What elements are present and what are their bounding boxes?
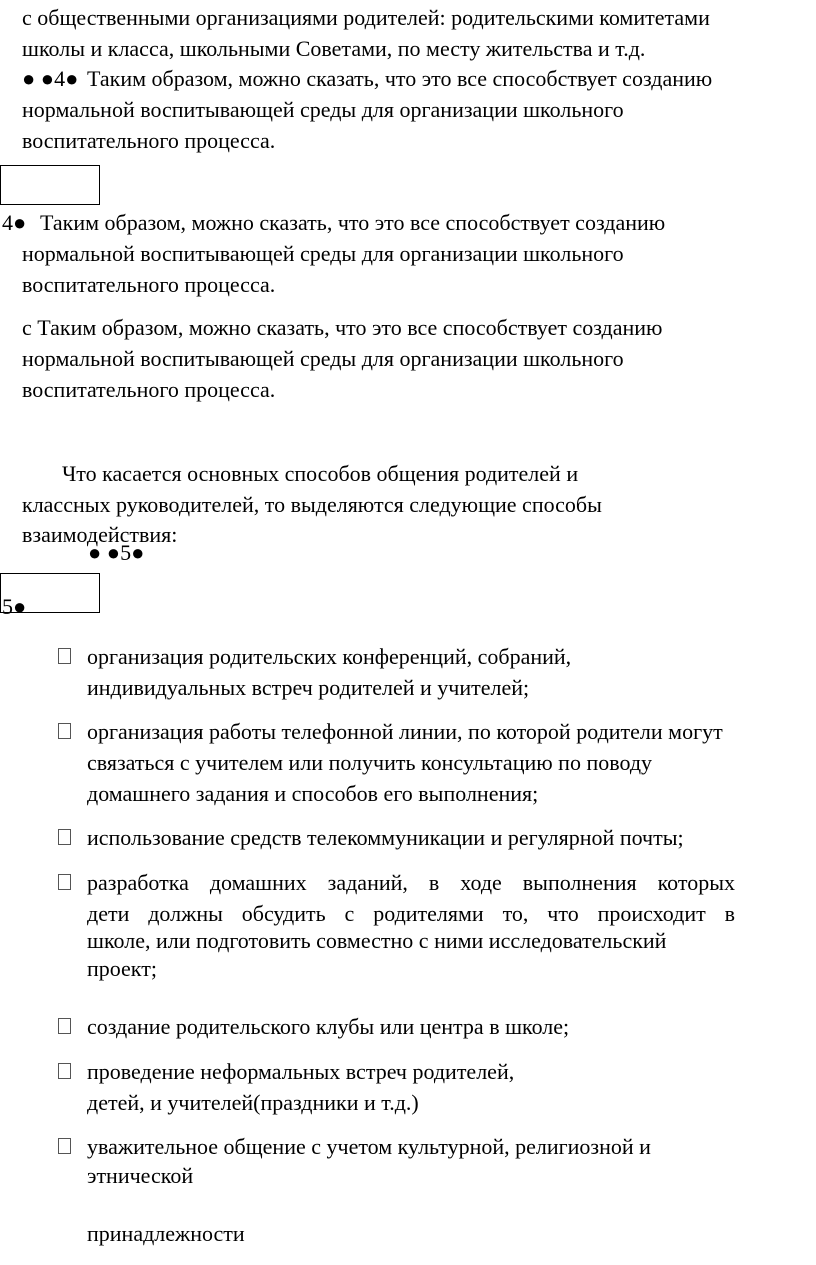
list-item-6-line-1: проведение неформальных встреч родителей, xyxy=(87,1059,515,1084)
list-bullet-icon xyxy=(58,1063,71,1079)
paragraph-4-line-1: с Таким образом, можно сказать, что это все способствует созданию xyxy=(22,315,663,340)
paragraph-2-marker: ● ●4● xyxy=(22,66,79,91)
list-item-7-line-2: этнической xyxy=(87,1163,194,1188)
paragraph-1-line-2: школы и класса, школьными Советами, по месту жительства и т.д. xyxy=(22,36,646,61)
paragraph-4-line-3: воспитательного процесса. xyxy=(22,377,276,402)
list-item-4-line-2: дети должны обсудить с родителями то, что происходит в xyxy=(87,901,735,926)
list-item-2-line-1: организация работы телефонной линии, по которой родители могут xyxy=(87,719,723,744)
paragraph-1-line-1: с общественными организациями родителей: родительскими комитетами xyxy=(22,5,710,30)
paragraph-2-line-2: нормальной воспитывающей среды для организации школьного xyxy=(22,97,624,122)
paragraph-5-line-1: Что касается основных способов общения родителей и xyxy=(62,461,579,486)
list-item-7-continuation: принадлежности xyxy=(87,1221,245,1246)
list-item-4-line-3: школе, или подготовить совместно с ними исследовательский xyxy=(87,928,667,953)
list-item-6-line-2: детей, и учителей(праздники и т.д.) xyxy=(87,1090,419,1115)
list-item-4-line-1: разработка домашних заданий, в ходе выполнения которых xyxy=(87,870,735,895)
list-item-1-line-1: организация родительских конференций, собраний, xyxy=(87,644,572,669)
paragraph-3-line-2: нормальной воспитывающей среды для организации школьного xyxy=(22,241,624,266)
list-bullet-icon xyxy=(58,648,71,664)
empty-frame-1 xyxy=(0,165,100,205)
paragraph-3-line-1: Таким образом, можно сказать, что это все способствует созданию xyxy=(40,210,666,235)
paragraph-2-line-1: Таким образом, можно сказать, что это все способствует созданию xyxy=(87,66,713,91)
list-item-7-line-1: уважительное общение с учетом культурной, религиозной и xyxy=(87,1134,651,1159)
paragraph-3-line-3: воспитательного процесса. xyxy=(22,272,276,297)
paragraph-3-marker: 4● xyxy=(2,210,27,235)
paragraph-5-line-3: взаимодействия: xyxy=(22,522,178,547)
list-bullet-icon xyxy=(58,874,71,890)
list-bullet-icon xyxy=(58,723,71,739)
list-item-5-line-1: создание родительского клубы или центра в школе; xyxy=(87,1014,570,1039)
paragraph-5-marker-a: ● ●5● xyxy=(88,540,145,565)
list-item-3-line-1: использование средств телекоммуникации и регулярной почты; xyxy=(87,825,684,850)
paragraph-5-marker-b: 5● xyxy=(2,594,27,619)
list-item-2-line-2: связаться с учителем или получить консультацию по поводу xyxy=(87,750,653,775)
list-item-1-line-2: индивидуальных встреч родителей и учителей; xyxy=(87,675,530,700)
paragraph-2-line-3: воспитательного процесса. xyxy=(22,128,276,153)
paragraph-5-line-2: классных руководителей, то выделяются следующие способы xyxy=(22,492,602,517)
paragraph-4-line-2: нормальной воспитывающей среды для организации школьного xyxy=(22,346,624,371)
list-bullet-icon xyxy=(58,1138,71,1154)
list-item-4-line-4: проект; xyxy=(87,956,157,981)
list-item-2-line-3: домашнего задания и способов его выполнения; xyxy=(87,781,539,806)
list-bullet-icon xyxy=(58,1018,71,1034)
list-bullet-icon xyxy=(58,829,71,845)
